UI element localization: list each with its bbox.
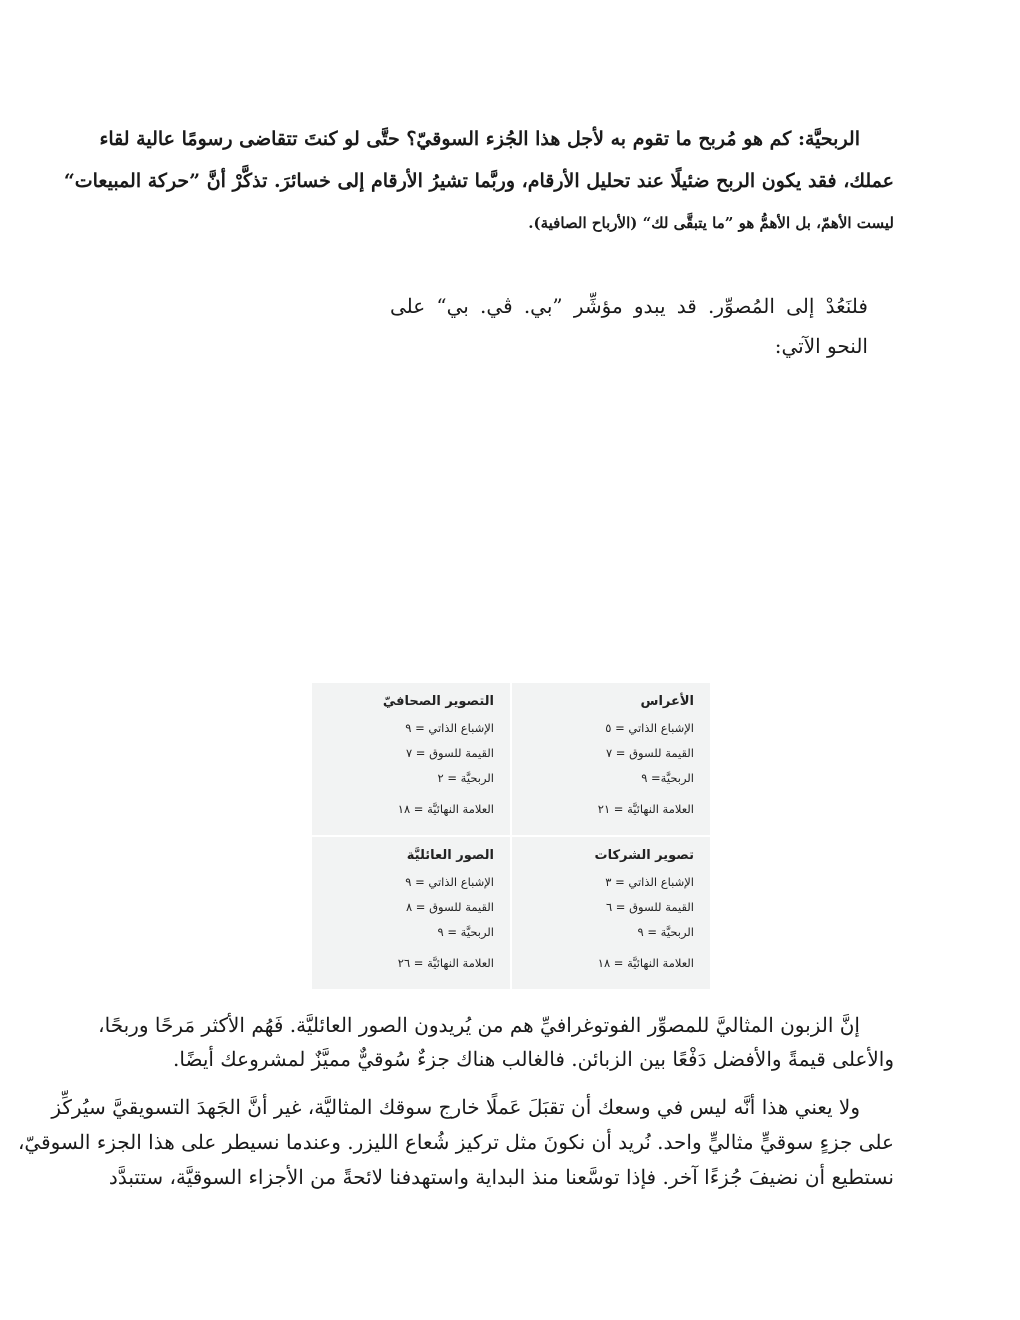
- final-score: العلامة النهائيَّة = ٢١: [597, 802, 694, 816]
- ideal-customer-paragraph: [98, 1008, 894, 1076]
- self-satisfaction-score: الإشباع الذاتي = ٥: [605, 721, 694, 735]
- cell-title: الأعراس: [640, 694, 694, 709]
- profitability-score: الربحيَّة = ٩: [437, 925, 494, 939]
- cell-title: تصوير الشركات: [594, 848, 694, 863]
- cell-title: الصور العائليَّة: [406, 848, 494, 863]
- paragraph-line: عملك، فقد يكون الربح ضئيلًا عند تحليل الأرقام، وربَّما تشيرُ الأرقام إلى خسائرَ. تذكَّرْ أنَّ ”حركة المبيعات“: [63, 170, 894, 192]
- paragraph-line: على جزءٍ سوقيٍّ مثاليٍّ واحد. نُريد أن نكونَ مثل تركيز شُعاع الليزر. وعندما نسيطر على هذا الجزء السوقيّ،: [17, 1130, 894, 1154]
- lead-in-paragraph: فلنَعُدْ إلى المُصوِّر. قد يبدو مؤشِّر ”بي. ڤي. بي“ على النحو الآتي:: [390, 294, 868, 358]
- profitability-score: الربحيَّة = ٩: [637, 925, 694, 939]
- final-score: العلامة النهائيَّة = ٢٦: [397, 956, 494, 970]
- market-value-score: القيمة للسوق = ٦: [605, 900, 694, 914]
- paragraph-line: ليست الأهمّ، بل الأهمُّ هو ”ما يتبقَّى لك“ (الأرباح الصافية).: [528, 214, 894, 232]
- paragraph-line: والأعلى قيمةً والأفضل دَفْعًا بين الزبائن. فالغالب هناك جزءٌ سُوقيٌّ مميَّزٌ لمشروعك أيضًا.: [173, 1047, 894, 1071]
- self-satisfaction-score: الإشباع الذاتي = ٩: [405, 721, 494, 735]
- paragraph-line: إنَّ الزبون المثاليَّ للمصوِّر الفوتوغرافيِّ هم من يُريدون الصور العائليَّة. فَهُم الأكثر مَرحًا وربحًا،: [98, 1013, 860, 1037]
- market-value-score: القيمة للسوق = ٧: [605, 746, 694, 760]
- profitability-score: الربحيَّة= ٩: [641, 771, 694, 785]
- profitability-score: الربحيَّة = ٢: [437, 771, 494, 785]
- paragraph-line: نستطيع أن نضيفَ جُزءًا آخر. فإذا توسَّعنا منذ البداية واستهدفنا لائحةً من الأجزاء السوقيَّة، ستتبدَّد: [108, 1165, 894, 1189]
- final-score: العلامة النهائيَّة = ١٨: [597, 956, 694, 970]
- self-satisfaction-score: الإشباع الذاتي = ٩: [405, 875, 494, 889]
- score-cell-photojournalism: [312, 683, 510, 835]
- final-score: العلامة النهائيَّة = ١٨: [397, 802, 494, 816]
- paragraph-line: ولا يعني هذا أنَّه ليس في وسعك أن تقبَلَ عَملًا خارج سوقك المثاليَّة، غير أنَّ الجَهدَ التسويقيَّ سيُركِّز: [51, 1095, 860, 1119]
- pvp-score-table: [312, 683, 710, 989]
- score-cell-weddings: [512, 683, 710, 835]
- score-cell-corporate: [512, 837, 710, 989]
- profitability-paragraph: [63, 118, 894, 244]
- focus-paragraph: [17, 1090, 894, 1195]
- cell-title: التصوير الصحافيّ: [382, 694, 494, 709]
- score-cell-family-photos: [312, 837, 510, 989]
- self-satisfaction-score: الإشباع الذاتي = ٣: [605, 875, 694, 889]
- paragraph-line: الربحيَّة: كم هو مُربح ما تقوم به لأجل هذا الجُزء السوقيّ؟ حتَّى لو كنتَ تتقاضى رسومًا عالية لقاء: [99, 128, 860, 150]
- market-value-score: القيمة للسوق = ٧: [405, 746, 494, 760]
- market-value-score: القيمة للسوق = ٨: [405, 900, 494, 914]
